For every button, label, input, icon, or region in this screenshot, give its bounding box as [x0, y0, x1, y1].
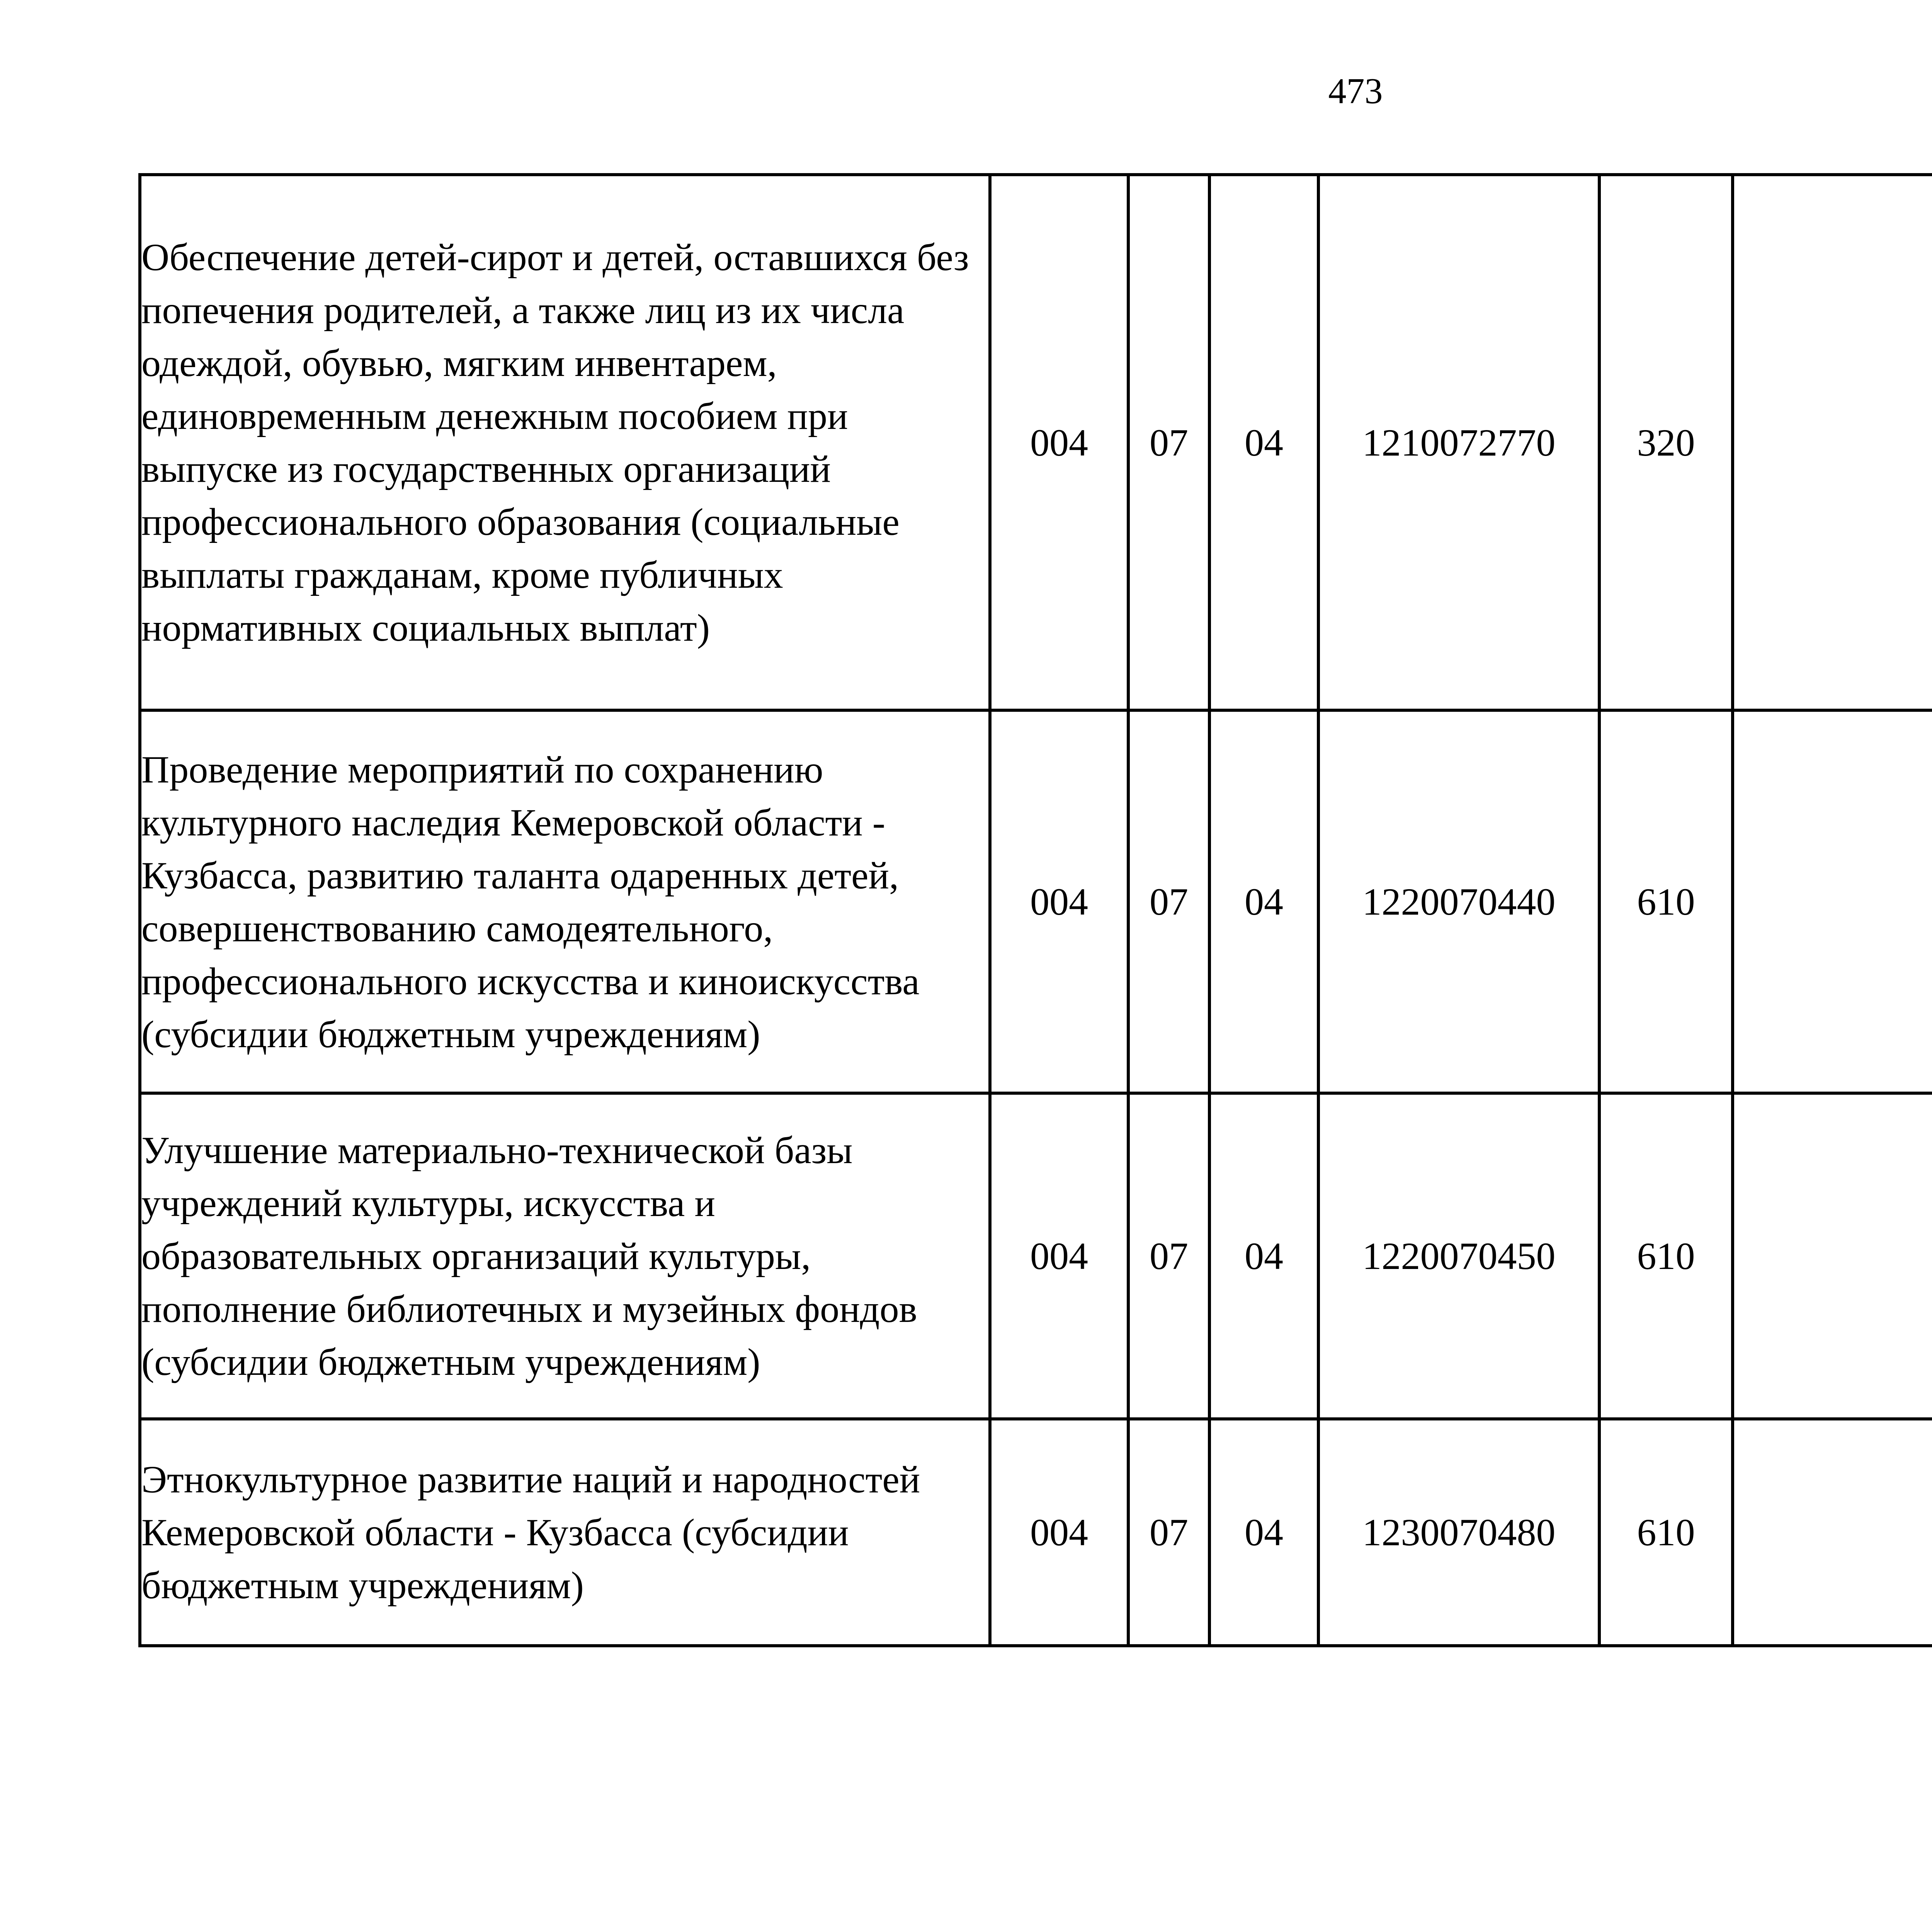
section-code: 07 [1128, 1419, 1209, 1646]
section-code: 07 [1128, 1093, 1209, 1419]
expense-type-code: 320 [1599, 175, 1733, 710]
table-row [140, 1093, 1932, 1419]
table-row [140, 710, 1932, 1093]
expense-type-code: 610 [1599, 1093, 1733, 1419]
subsection-code: 04 [1209, 1093, 1318, 1419]
section-code: 07 [1128, 175, 1209, 710]
target-article-code: 1230070480 [1318, 1419, 1599, 1646]
amount-cell [1733, 710, 1932, 1093]
row-description: Этнокультурное развитие наций и народностей Кемеровской области - Кузбасса (субсидии бюджетным учреждениям) [140, 1419, 990, 1646]
row-description: Проведение мероприятий по сохранению культурного наследия Кемеровской области - Кузбасса, развитию таланта одаренных детей, совершенствованию самодеятельного, профессионального искусства и киноискусства (субсидии бюджетным учреждениям) [140, 710, 990, 1093]
subsection-code: 04 [1209, 1419, 1318, 1646]
expense-type-code: 610 [1599, 1419, 1733, 1646]
ministry-code: 004 [990, 175, 1128, 710]
target-article-code: 1220070440 [1318, 710, 1599, 1093]
row-description: Улучшение материально-технической базы учреждений культуры, искусства и образовательных организаций культуры, пополнение библиотечных и музейных фондов (субсидии бюджетным учреждениям) [140, 1093, 990, 1419]
subsection-code: 04 [1209, 175, 1318, 710]
page-number: 473 [1328, 71, 1383, 111]
amount-cell [1733, 1093, 1932, 1419]
ministry-code: 004 [990, 1419, 1128, 1646]
ministry-code: 004 [990, 1093, 1128, 1419]
row-description: Обеспечение детей-сирот и детей, оставшихся без попечения родителей, а также лиц из их числа одеждой, обувью, мягким инвентарем, единовременным денежным пособием при выпуске из государственных организаций профессионального образования (социальные выплаты гражданам, кроме публичных нормативных социальных выплат) [140, 175, 990, 710]
target-article-code: 1220070450 [1318, 1093, 1599, 1419]
amount-cell [1733, 175, 1932, 710]
table-row [140, 175, 1932, 710]
section-code: 07 [1128, 710, 1209, 1093]
expense-type-code: 610 [1599, 710, 1733, 1093]
target-article-code: 1210072770 [1318, 175, 1599, 710]
budget-table [138, 173, 1932, 1647]
subsection-code: 04 [1209, 710, 1318, 1093]
table-row [140, 1419, 1932, 1646]
amount-cell [1733, 1419, 1932, 1646]
ministry-code: 004 [990, 710, 1128, 1093]
